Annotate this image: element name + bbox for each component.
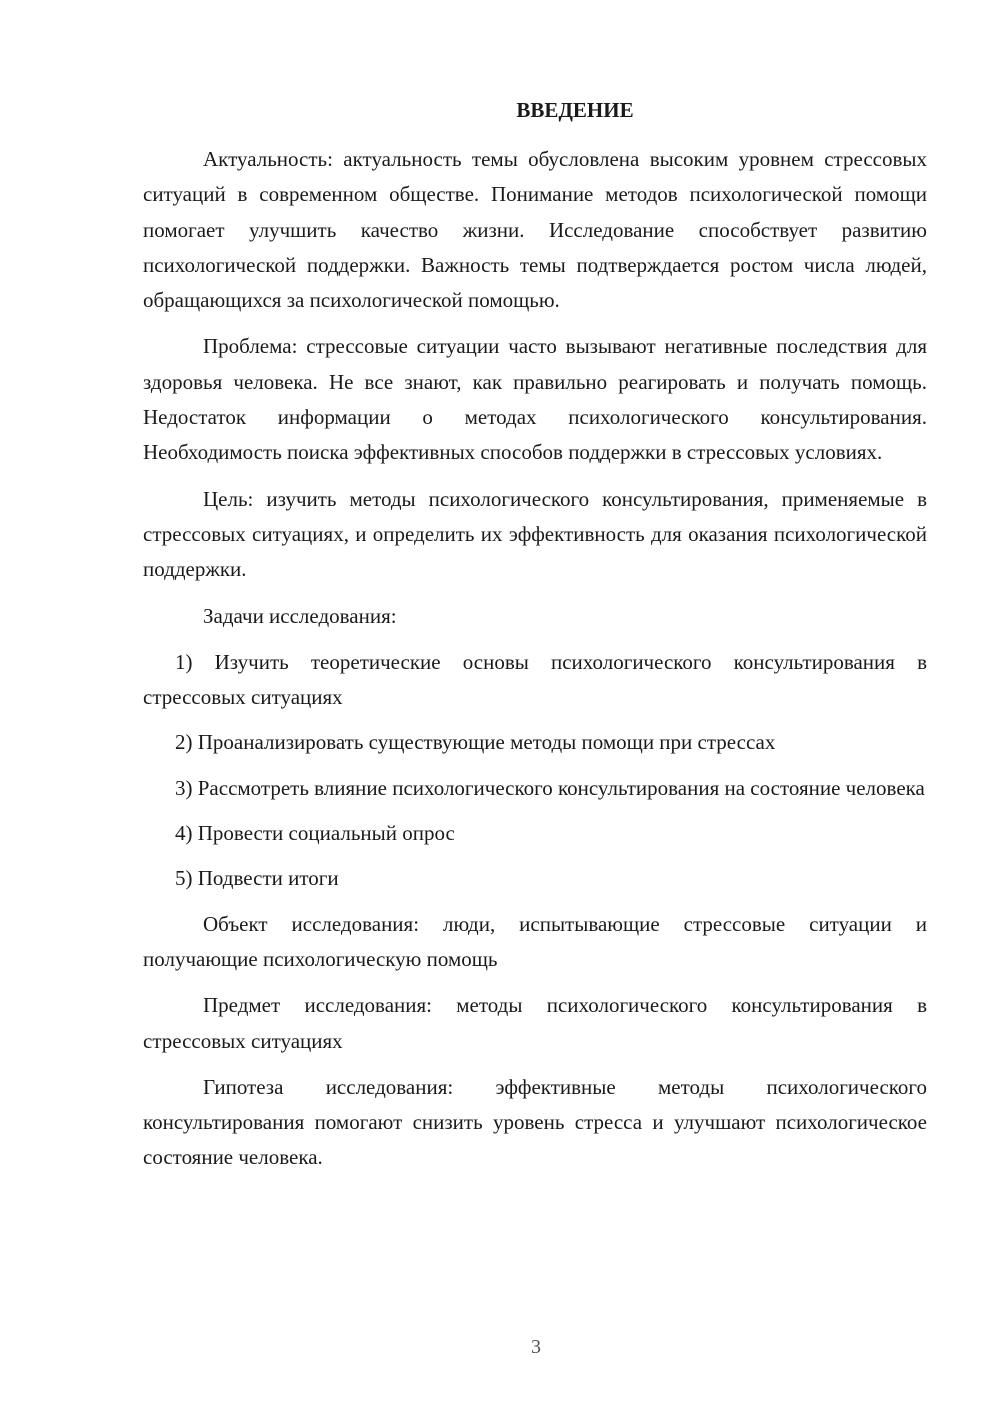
page-title: ВВЕДЕНИЕ — [516, 98, 634, 122]
object-label: Объект исследования: — [203, 911, 420, 936]
goal-text: изучить методы психологического консультирования, применяемые в стрессовых ситуациях, и определить их эффективность для оказания психологической поддержки. — [143, 486, 927, 582]
subject-paragraph — [143, 988, 927, 1059]
problem-paragraph — [143, 329, 927, 470]
subject-label: Предмет исследования: — [203, 993, 432, 1018]
object-text: люди, испытывающие стрессовые ситуации и получающие психологическую помощь — [143, 911, 927, 971]
relevance-paragraph — [143, 142, 927, 318]
task-item-5: 5) Подвести итоги — [175, 866, 339, 891]
goal-paragraph — [143, 482, 927, 588]
page-number: 3 — [531, 1336, 541, 1358]
object-paragraph — [143, 907, 927, 978]
hypothesis-label: Гипотеза исследования: — [203, 1074, 454, 1099]
goal-label: Цель: — [203, 486, 254, 511]
relevance-text: актуальность темы обусловлена высоким уровнем стрессовых ситуаций в современном обществе. Понимание методов психологической помощи помогает улучшить качество жизни. Исследование способствует развитию психологической поддержки. Важность темы подтверждается ростом числа людей, обращающихся за психологической помощью. — [143, 147, 927, 313]
task-item-4: 4) Провести социальный опрос — [175, 821, 455, 846]
document-body — [143, 96, 927, 1187]
task-item-2: 2) Проанализировать существующие методы помощи при стрессах — [175, 730, 776, 755]
subject-text: методы психологического консультирования в стрессовых ситуациях — [143, 993, 927, 1053]
problem-text: стрессовые ситуации часто вызывают негативные последствия для здоровья человека. Не все знают, как правильно реагировать и получать помощь. Недостаток информации о методах психологического консультирования. Необходимость поиска эффективных способов поддержки в стрессовых условиях. — [143, 334, 927, 465]
hypothesis-paragraph — [143, 1070, 927, 1176]
tasks-heading: Задачи исследования: — [203, 603, 397, 628]
task-item-1: 1) Изучить теоретические основы психологического консультирования в стрессовых ситуациях — [143, 649, 927, 710]
hypothesis-text: эффективные методы психологического консультирования помогают снизить уровень стресса и улучшают психологическое состояние человека. — [143, 1074, 927, 1170]
relevance-label: Актуальность: — [203, 147, 333, 171]
problem-label: Проблема: — [203, 334, 298, 359]
task-item-3: 3) Рассмотреть влияние психологического консультирования на состояние человека — [175, 775, 925, 800]
